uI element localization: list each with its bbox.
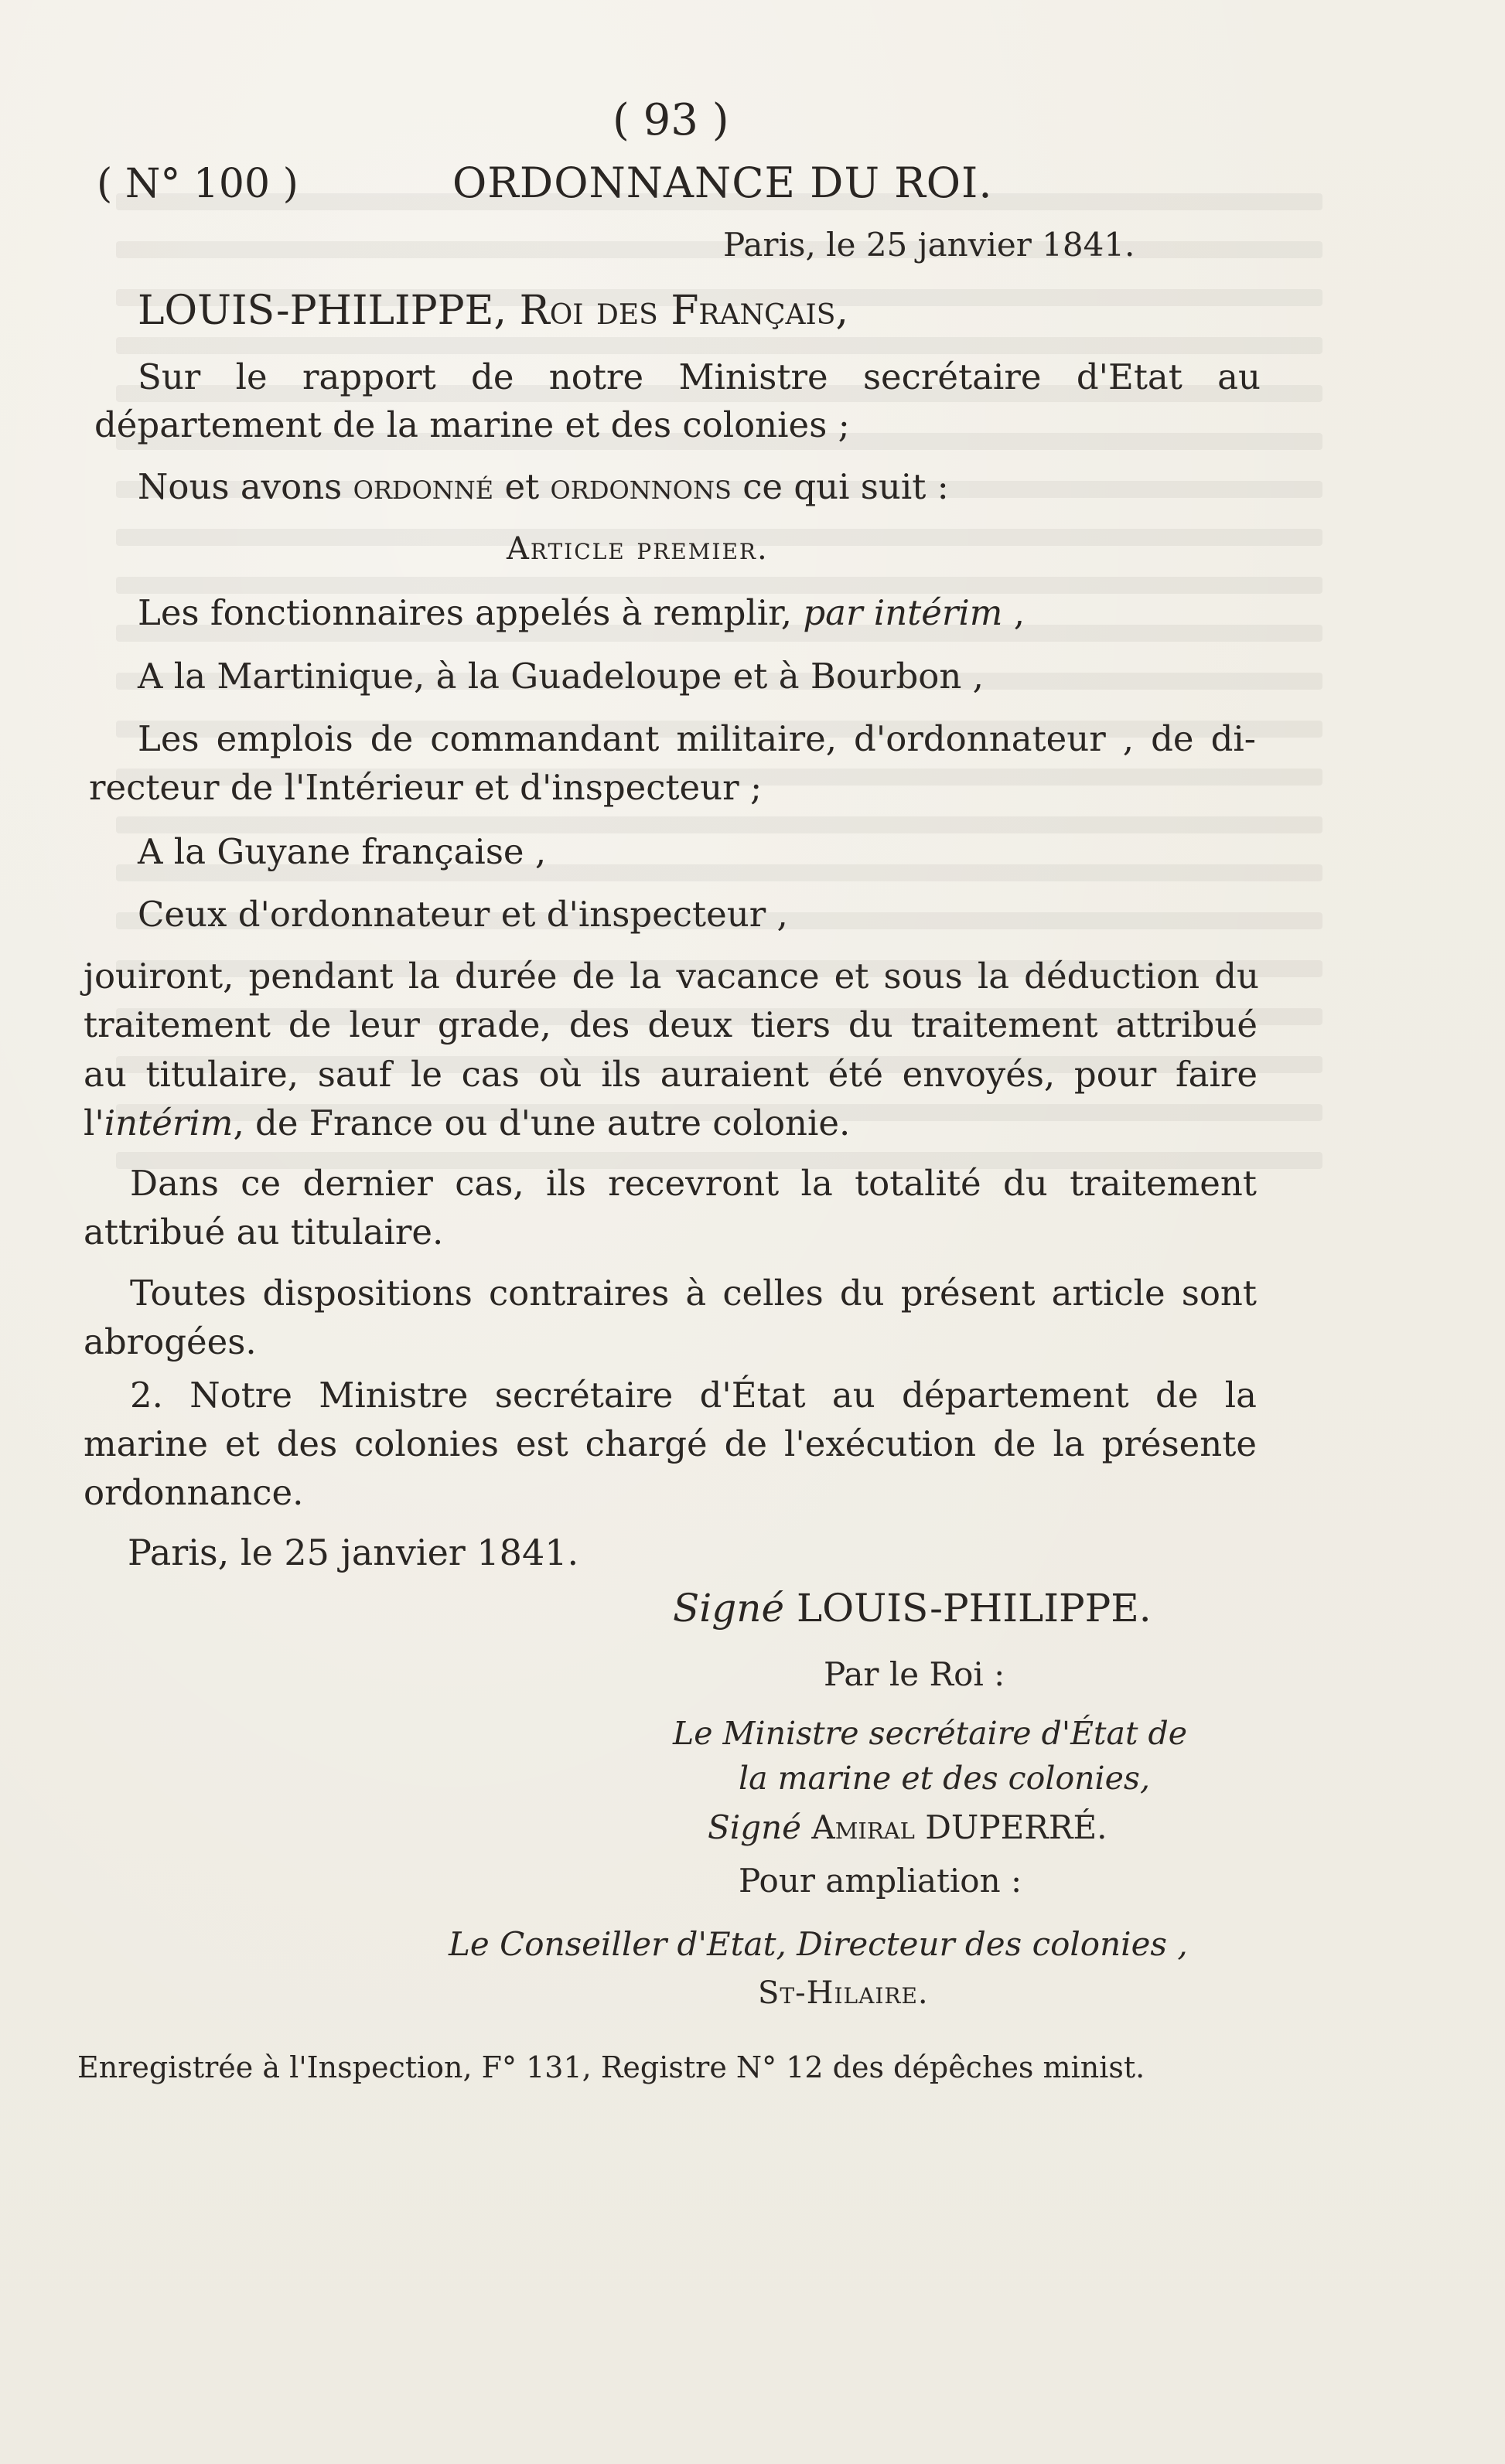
minister-line-2: la marine et des colonies, bbox=[739, 1760, 1150, 1797]
king-heading bbox=[138, 288, 848, 334]
p1-text-italic: par intérim bbox=[803, 592, 1003, 633]
p1-text-c: , bbox=[1013, 592, 1026, 633]
conseiller-line: Le Conseiller d'Etat, Directeur des colonies , bbox=[449, 1925, 1188, 1963]
dateline: Paris, le 25 janvier 1841. bbox=[723, 226, 1135, 264]
p7-line-2: attribué au titulaire. bbox=[84, 1212, 444, 1252]
ordonne-part-3: et bbox=[504, 466, 540, 507]
king-name: LOUIS-PHILIPPE, bbox=[138, 288, 507, 334]
st-hilaire: St-Hilaire. bbox=[758, 1975, 929, 2011]
closing-date: Paris, le 25 janvier 1841. bbox=[128, 1532, 579, 1573]
p3-line-1: Les emplois de commandant militaire, d'ordonnateur , de di- bbox=[138, 718, 1256, 759]
p6-text-a: l' bbox=[84, 1102, 104, 1143]
p6-line-1: jouiront, pendant la durée de la vacance et sous la déduction du bbox=[84, 956, 1259, 997]
king-signature-name: LOUIS-PHILIPPE. bbox=[796, 1586, 1152, 1631]
ordonne-part-1: Nous avons bbox=[138, 466, 343, 507]
p2-line-1: A la Martinique, à la Guadeloupe et à Bourbon , bbox=[138, 656, 984, 697]
ordonne-line bbox=[138, 466, 949, 507]
p8-line-1: Toutes dispositions contraires à celles du présent article sont bbox=[130, 1273, 1257, 1314]
p3-line-2: recteur de l'Intérieur et d'inspecteur ; bbox=[89, 767, 763, 808]
signe-word: Signé bbox=[673, 1586, 785, 1631]
ordinance-number: ( N° 100 ) bbox=[97, 161, 299, 207]
p7-line-1: Dans ce dernier cas, ils recevront la totalité du traitement bbox=[130, 1163, 1257, 1204]
p6-text-c: , de France ou d'une autre colonie. bbox=[233, 1102, 851, 1143]
king-signature bbox=[673, 1586, 1152, 1631]
p8-line-2: abrogées. bbox=[84, 1321, 257, 1362]
minister-line-1: Le Ministre secrétaire d'État de bbox=[673, 1715, 1187, 1752]
p6-text-italic: intérim bbox=[104, 1102, 234, 1143]
p6-line-2: traitement de leur grade, des deux tiers du traitement attribué bbox=[84, 1004, 1258, 1045]
article-heading: Article premier. bbox=[507, 531, 769, 567]
p1-text-a: Les fonctionnaires appelés à remplir, bbox=[138, 592, 793, 633]
minister-signature bbox=[708, 1808, 1107, 1846]
duperre-name: DUPERRÉ. bbox=[925, 1808, 1107, 1846]
p9-line-3: ordonnance. bbox=[84, 1472, 304, 1513]
registration-footer: Enregistrée à l'Inspection, F° 131, Registre N° 12 des dépêches minist. bbox=[77, 2050, 1145, 2084]
page-number: ( 93 ) bbox=[613, 95, 729, 145]
p9-line-2: marine et des colonies est chargé de l'exécution de la présente bbox=[84, 1423, 1257, 1464]
ampliation: Pour ampliation : bbox=[739, 1862, 1022, 1900]
rapport-line-2: département de la marine et des colonies ; bbox=[94, 404, 850, 445]
p6-line-4 bbox=[84, 1102, 851, 1143]
p1-line-1 bbox=[138, 592, 1026, 633]
ordonne-part-2: ordonné bbox=[353, 466, 494, 507]
par-le-roi: Par le Roi : bbox=[824, 1655, 1005, 1693]
p4-line-1: A la Guyane française , bbox=[138, 831, 547, 872]
p5-line-1: Ceux d'ordonnateur et d'inspecteur , bbox=[138, 894, 788, 935]
signe-word-2: Signé bbox=[708, 1808, 801, 1846]
rapport-line-1: Sur le rapport de notre Ministre secrétaire d'Etat au bbox=[138, 356, 1261, 397]
amiral-title: Amiral bbox=[811, 1808, 915, 1846]
p6-line-3: au titulaire, sauf le cas où ils auraient été envoyés, pour faire bbox=[84, 1054, 1258, 1095]
ordonne-part-4: ordonnons bbox=[550, 466, 732, 507]
king-title: Roi des Français, bbox=[519, 288, 848, 334]
p9-line-1: 2. Notre Ministre secrétaire d'État au département de la bbox=[130, 1375, 1257, 1416]
ordonne-part-5: ce qui suit : bbox=[742, 466, 949, 507]
ordinance-title: ORDONNANCE DU ROI. bbox=[452, 158, 993, 207]
